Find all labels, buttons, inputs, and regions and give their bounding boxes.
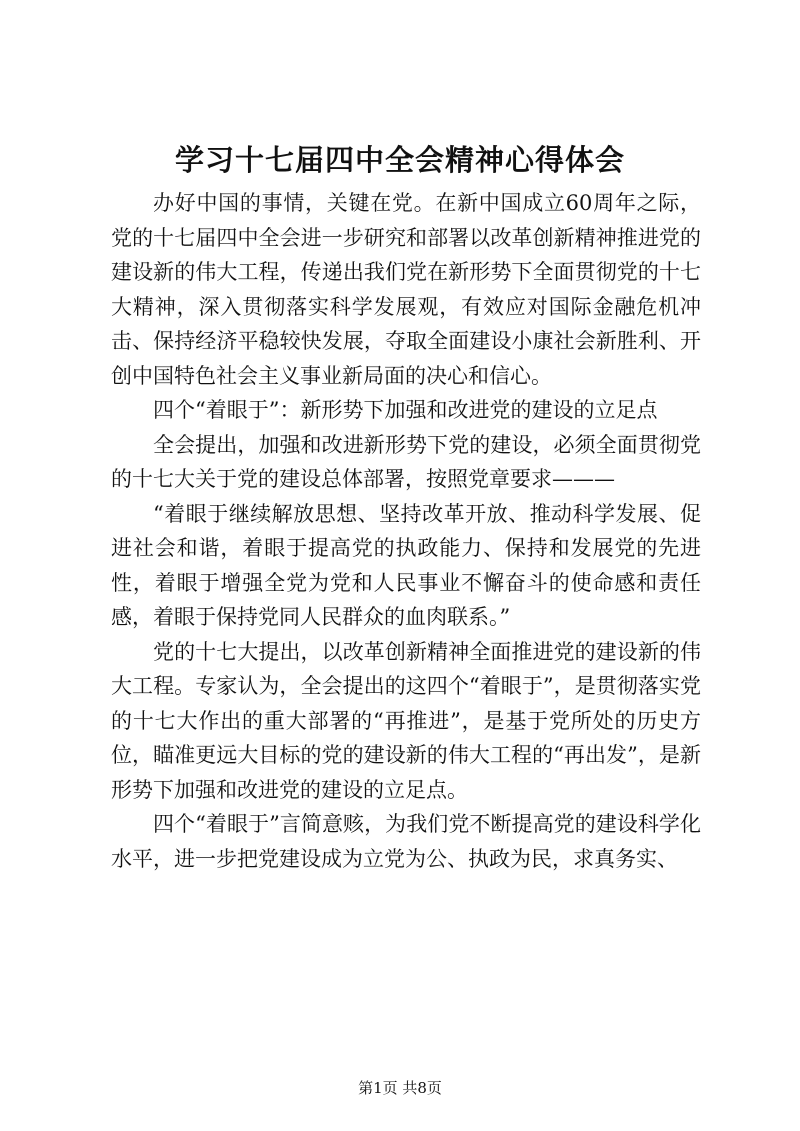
paragraph-plenary: 全会提出，加强和改进新形势下党的建设，必须全面贯彻党的十七大关于党的建设总体部署，按照党章要求——— (111, 432, 701, 491)
paragraph-congress: 党的十七大提出，以改革创新精神全面推进党的建设新的伟大工程。专家认为，全会提出的这四个“着眼于”，是贯彻落实党的十七大作出的重大部署的“再推进”，是基于党所处的历史方位，瞄准更远大目标的党的建设新的伟大工程的“再出发”，是新形势下加强和改进党的建设的立足点。 (111, 639, 701, 802)
document-body (111, 186, 701, 876)
page-number-footer: 第1页 共8页 (358, 1079, 442, 1097)
paragraph-intro: 办好中国的事情，关键在党。在新中国成立60周年之际，党的十七届四中全会进一步研究和部署以改革创新精神推进党的建设新的伟大工程，传递出我们党在新形势下全面贯彻党的十七大精神，深入贯彻落实科学发展观，有效应对国际金融危机冲击、保持经济平稳较快发展，夺取全面建设小康社会新胜利、开创中国特色社会主义事业新局面的决心和信心。 (111, 191, 701, 388)
document-title: 学习十七届四中全会精神心得体会 (174, 143, 625, 177)
paragraph-quote: “着眼于继续解放思想、坚持改革开放、推动科学发展、促进社会和谐，着眼于提高党的执政能力、保持和发展党的先进性，着眼于增强全党为党和人民事业不懈奋斗的使命感和责任感，着眼于保持党同人民群众的血肉联系。” (111, 501, 701, 629)
paragraph-heading: 四个“着眼于”：新形势下加强和改进党的建设的立足点 (153, 398, 658, 422)
paragraph-concise: 四个“着眼于”言简意赅，为我们党不断提高党的建设科学化水平，进一步把党建设成为立党为公、执政为民，求真务实、 (111, 812, 701, 871)
